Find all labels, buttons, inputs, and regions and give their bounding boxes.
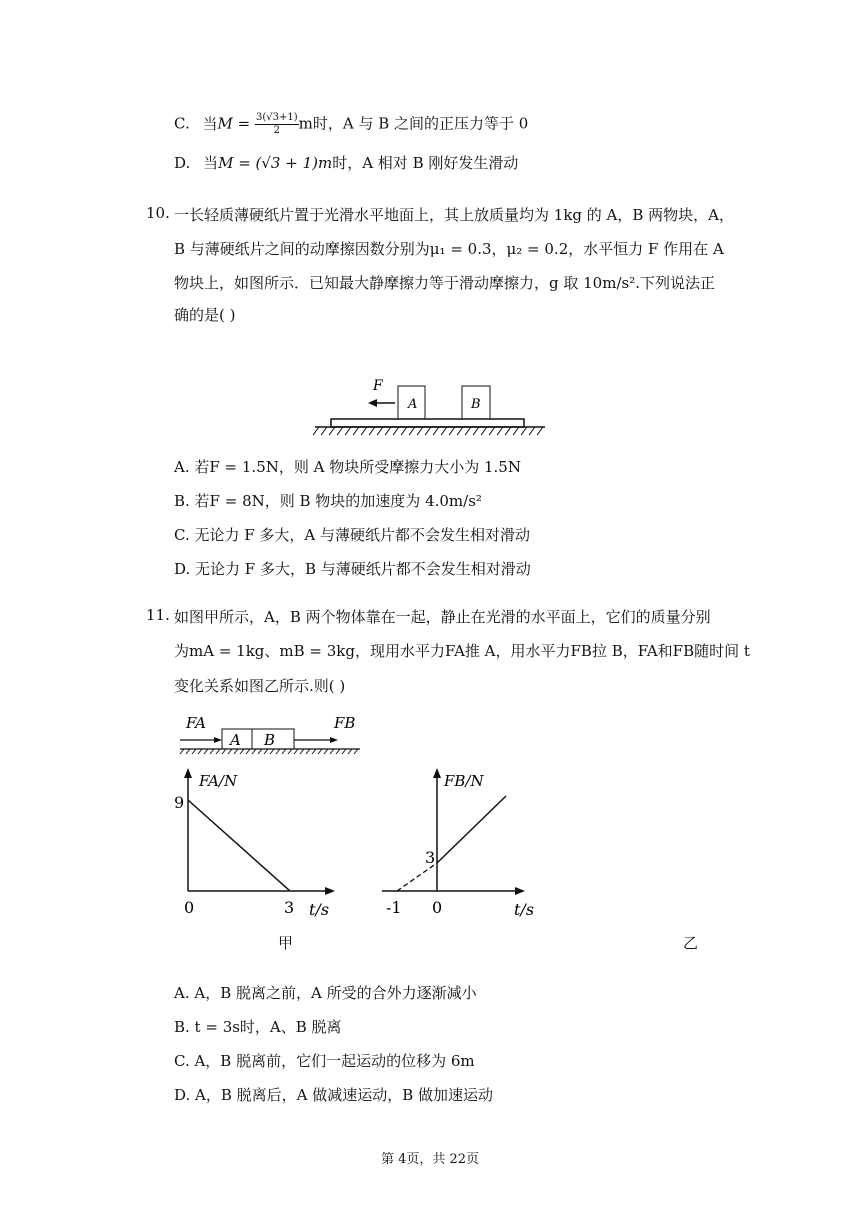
block-b-label: B: [264, 731, 276, 749]
x-tick-minus1: -1: [386, 898, 402, 917]
q9-option-d: D. 当M = (√3 + 1)m时，A 相对 B 刚好发生滑动: [174, 154, 519, 172]
q11-graph-fa: [168, 768, 348, 920]
q9-option-c: C. 当M = $\frac{3(√3+1)}{2}$ m时，A 与 B 之间的正压力等于 0: [174, 112, 529, 136]
fb-extension-dashed: [397, 863, 437, 891]
ground-hatch: [313, 427, 543, 435]
block-a-label: A: [230, 731, 241, 749]
x-tick-3: 3: [284, 898, 295, 917]
caption-jia: 甲: [278, 934, 294, 952]
arrow-head: [214, 737, 222, 743]
y-axis-arrow: [433, 768, 441, 778]
q11-graph-fb: [378, 768, 558, 920]
q10-stem-line4: 确的是( ): [174, 306, 236, 324]
q11-stem-line1: 如图甲所示，A，B 两个物体靠在一起，静止在光滑的水平面上，它们的质量分别: [174, 608, 711, 626]
origin-label: 0: [184, 898, 195, 917]
q11-stem-line3: 变化关系如图乙所示.则( ): [174, 677, 346, 695]
y-axis-label: FB/N: [444, 772, 484, 790]
q10-stem-line2: B 与薄硬纸片之间的动摩擦因数分别为μ₁ = 0.3，μ₂ = 0.2，水平恒力 F 作用在 A: [174, 240, 724, 258]
x-axis-label: t/s: [309, 900, 330, 919]
block-b-label: B: [471, 397, 481, 412]
x-axis-arrow: [325, 887, 335, 895]
block-a-label: A: [408, 397, 418, 412]
q10-option-d: D. 无论力 F 多大，B 与薄硬纸片都不会发生相对滑动: [174, 560, 531, 578]
q11-option-a: A. A，B 脱离之前，A 所受的合外力逐渐减小: [174, 984, 477, 1002]
fb-line: [437, 796, 506, 863]
q11-number: 11.: [146, 606, 170, 624]
q10-stem-line3: 物块上，如图所示．已知最大静摩擦力等于滑动摩擦力，g 取 10m/s².下列说法正: [174, 274, 715, 292]
x-axis-arrow: [515, 887, 525, 895]
fb-label: FB: [334, 714, 356, 732]
q10-stem-line1: 一长轻质薄硬纸片置于光滑水平地面上，其上放质量均为 1kg 的 A，B 两物块，A，: [174, 206, 734, 224]
q10-number: 10.: [146, 204, 170, 222]
ground-hatch: [180, 749, 358, 754]
y-tick-9: 9: [174, 793, 185, 812]
page-footer: 第 4页，共 22页: [380, 1152, 480, 1167]
origin-label: 0: [432, 898, 443, 917]
y-axis-arrow: [184, 768, 192, 778]
x-axis-label: t/s: [514, 900, 535, 919]
paper-sheet: [331, 419, 524, 427]
q11-option-c: C. A，B 脱离前，它们一起运动的位移为 6m: [174, 1052, 475, 1070]
fraction: $\frac{3(√3+1)}{2}$: [255, 112, 298, 136]
q11-stem-line2: 为mA = 1kg、mB = 3kg，现用水平力FA推 A，用水平力FB拉 B，FA和FB随时间 t: [174, 642, 750, 660]
fa-line: [188, 800, 290, 891]
q10-option-b: B. 若F = 8N，则 B 物块的加速度为 4.0m/s²: [174, 492, 482, 510]
q11-figure-blocks: [178, 712, 368, 757]
y-tick-3: 3: [425, 848, 436, 867]
arrow-head: [330, 737, 338, 743]
q11-option-b: B. t = 3s时，A、B 脱离: [174, 1018, 342, 1036]
y-axis-label: FA/N: [199, 772, 238, 790]
force-label-f: F: [373, 378, 383, 394]
fa-label: FA: [186, 714, 206, 732]
q10-option-c: C. 无论力 F 多大，A 与薄硬纸片都不会发生相对滑动: [174, 526, 531, 544]
q11-option-d: D. A，B 脱离后，A 做减速运动，B 做加速运动: [174, 1086, 494, 1104]
q10-figure: [310, 375, 550, 440]
q10-option-a: A. 若F = 1.5N，则 A 物块所受摩擦力大小为 1.5N: [174, 458, 521, 476]
caption-yi: 乙: [683, 934, 699, 952]
arrow-head: [368, 399, 377, 407]
